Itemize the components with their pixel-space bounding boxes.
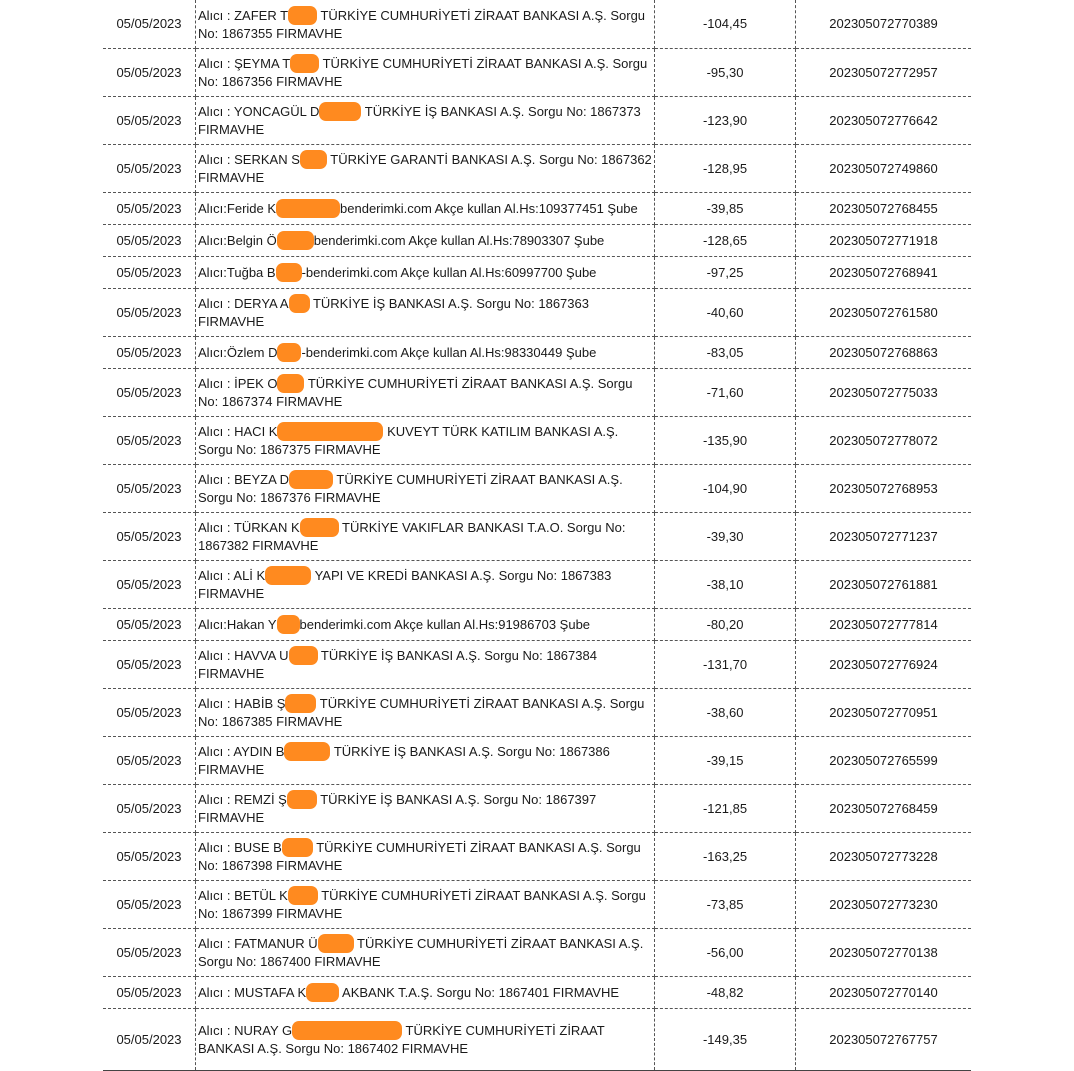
description-text-rest: TÜRKİYE İŞ BANKASI A.Ş. Sorgu No: 1867397 FIRMAVHE (198, 792, 597, 825)
description-text-rest: TÜRKİYE İŞ BANKASI A.Ş. Sorgu No: 1867386 FIRMAVHE (198, 744, 610, 777)
date-cell: 05/05/2023 (103, 144, 196, 192)
description-text: Alıcı : SERKAN S (198, 152, 300, 167)
amount-cell: -135,90 (655, 416, 796, 464)
date-cell: 05/05/2023 (103, 192, 196, 224)
table-row (103, 0, 971, 48)
amount-cell: -39,15 (655, 736, 796, 784)
amount-cell: -56,00 (655, 928, 796, 976)
description-cell (196, 560, 655, 608)
table-row (103, 224, 971, 256)
description-cell (196, 368, 655, 416)
redaction-mark (282, 838, 313, 857)
date-cell: 05/05/2023 (103, 368, 196, 416)
description-text-rest: AKBANK T.A.Ş. Sorgu No: 1867401 FIRMAVHE (339, 984, 619, 1000)
table-row (103, 560, 971, 608)
redaction-mark (289, 646, 318, 665)
description-text: Alıcı:Özlem D (198, 344, 278, 360)
amount-cell: -121,85 (655, 784, 796, 832)
description-cell (196, 736, 655, 784)
reference-cell: 202305072772957 (796, 48, 972, 96)
description-cell (196, 688, 655, 736)
reference-cell: 202305072775033 (796, 368, 972, 416)
date-cell: 05/05/2023 (103, 0, 196, 48)
description-cell (196, 48, 655, 96)
date-cell: 05/05/2023 (103, 512, 196, 560)
date-cell: 05/05/2023 (103, 880, 196, 928)
description-text: Alıcı:Feride K (198, 200, 277, 216)
description-text: Alıcı : HACI K (198, 424, 278, 439)
redaction-mark (290, 54, 319, 73)
date-cell: 05/05/2023 (103, 560, 196, 608)
reference-cell: 202305072770138 (796, 928, 972, 976)
description-text-rest: TÜRKİYE İŞ BANKASI A.Ş. Sorgu No: 1867373 FIRMAVHE (198, 104, 641, 137)
amount-cell: -39,30 (655, 512, 796, 560)
table-row (103, 512, 971, 560)
table-row (103, 976, 971, 1008)
description-cell (196, 784, 655, 832)
date-cell: 05/05/2023 (103, 784, 196, 832)
reference-cell: 202305072773230 (796, 880, 972, 928)
table-row (103, 336, 971, 368)
table-row (103, 608, 971, 640)
description-text-rest: TÜRKİYE İŞ BANKASI A.Ş. Sorgu No: 1867363 FIRMAVHE (198, 296, 589, 329)
date-cell: 05/05/2023 (103, 48, 196, 96)
description-text-rest: TÜRKİYE CUMHURİYETİ ZİRAAT BANKASI A.Ş. Sorgu No: 1867398 FIRMAVHE (198, 840, 641, 873)
amount-cell: -40,60 (655, 288, 796, 336)
redaction-mark (276, 199, 340, 218)
transaction-table (103, 0, 971, 1071)
redaction-mark (277, 422, 383, 441)
description-text-rest: TÜRKİYE CUMHURİYETİ ZİRAAT BANKASI A.Ş. Sorgu No: 1867374 FIRMAVHE (198, 376, 633, 409)
table-row (103, 880, 971, 928)
amount-cell: -104,90 (655, 464, 796, 512)
description-text-rest: TÜRKİYE GARANTİ BANKASI A.Ş. Sorgu No: 1867362 FIRMAVHE (198, 152, 652, 185)
description-cell (196, 224, 655, 256)
description-text: Alıcı : MUSTAFA K (198, 984, 307, 1000)
date-cell: 05/05/2023 (103, 1008, 196, 1070)
date-cell: 05/05/2023 (103, 688, 196, 736)
description-text-rest: TÜRKİYE CUMHURİYETİ ZİRAAT BANKASI A.Ş. Sorgu No: 1867355 FIRMAVHE (198, 7, 646, 41)
reference-cell: 202305072770389 (796, 0, 972, 48)
redaction-mark (277, 374, 304, 393)
redaction-mark (300, 518, 339, 537)
reference-cell: 202305072776924 (796, 640, 972, 688)
date-cell: 05/05/2023 (103, 832, 196, 880)
reference-cell: 202305072771918 (796, 224, 972, 256)
description-cell (196, 288, 655, 336)
description-text: Alıcı : NURAY G (198, 1023, 293, 1038)
description-cell (196, 880, 655, 928)
amount-cell: -38,60 (655, 688, 796, 736)
amount-cell: -131,70 (655, 640, 796, 688)
reference-cell: 202305072776642 (796, 96, 972, 144)
description-text: Alıcı : BUSE B (198, 840, 282, 855)
description-text: Alıcı : DERYA A (198, 296, 289, 311)
amount-cell: -149,35 (655, 1008, 796, 1070)
reference-cell: 202305072749860 (796, 144, 972, 192)
redaction-mark (289, 294, 310, 313)
redaction-mark (284, 742, 330, 761)
reference-cell: 202305072770951 (796, 688, 972, 736)
reference-cell: 202305072771237 (796, 512, 972, 560)
amount-cell: -48,82 (655, 976, 796, 1008)
table-row (103, 464, 971, 512)
description-text-rest: benderimki.com Akçe kullan Al.Hs:91986703 Şube (299, 616, 591, 632)
description-cell (196, 0, 655, 48)
amount-cell: -128,65 (655, 224, 796, 256)
redaction-mark (265, 566, 311, 585)
description-text: Alıcı : BETÜL K (198, 888, 288, 903)
reference-cell: 202305072768459 (796, 784, 972, 832)
description-text: Alıcı : AYDIN B (198, 744, 285, 759)
description-cell (196, 976, 655, 1008)
reference-cell: 202305072777814 (796, 608, 972, 640)
redaction-mark (276, 263, 302, 282)
redaction-mark (277, 231, 314, 250)
reference-cell: 202305072773228 (796, 832, 972, 880)
date-cell: 05/05/2023 (103, 464, 196, 512)
date-cell: 05/05/2023 (103, 976, 196, 1008)
description-cell (196, 640, 655, 688)
redaction-mark (277, 343, 301, 362)
table-row (103, 736, 971, 784)
description-text: Alıcı : REMZİ Ş (198, 792, 287, 807)
amount-cell: -73,85 (655, 880, 796, 928)
table-row (103, 368, 971, 416)
description-cell (196, 464, 655, 512)
amount-cell: -97,25 (655, 256, 796, 288)
date-cell: 05/05/2023 (103, 928, 196, 976)
description-text: Alıcı : FATMANUR Ü (198, 936, 318, 951)
amount-cell: -83,05 (655, 336, 796, 368)
amount-cell: -104,45 (655, 0, 796, 48)
description-cell (196, 192, 655, 224)
description-text: Alıcı:Hakan Y (198, 616, 277, 632)
date-cell: 05/05/2023 (103, 336, 196, 368)
description-text-rest: -benderimki.com Akçe kullan Al.Hs:98330449 Şube (301, 344, 597, 360)
description-text-rest: TÜRKİYE İŞ BANKASI A.Ş. Sorgu No: 1867384 FIRMAVHE (198, 648, 597, 681)
description-text: Alıcı : YONCAGÜL D (198, 104, 320, 119)
redaction-mark (318, 934, 354, 953)
amount-cell: -123,90 (655, 96, 796, 144)
description-text: Alıcı:Tuğba B (198, 264, 276, 280)
amount-cell: -39,85 (655, 192, 796, 224)
description-text: Alıcı:Belgin Ö (198, 232, 277, 248)
description-text-rest: TÜRKİYE CUMHURİYETİ ZİRAAT BANKASI A.Ş. Sorgu No: 1867376 FIRMAVHE (198, 472, 623, 505)
reference-cell: 202305072768455 (796, 192, 972, 224)
description-text-rest: TÜRKİYE CUMHURİYETİ ZİRAAT BANKASI A.Ş. Sorgu No: 1867356 FIRMAVHE (198, 56, 648, 89)
description-cell (196, 256, 655, 288)
redaction-mark (306, 983, 339, 1002)
description-text-rest: TÜRKİYE CUMHURİYETİ ZİRAAT BANKASI A.Ş. Sorgu No: 1867400 FIRMAVHE (198, 936, 644, 969)
redaction-mark (292, 1021, 402, 1040)
date-cell: 05/05/2023 (103, 736, 196, 784)
amount-cell: -128,95 (655, 144, 796, 192)
table-row (103, 48, 971, 96)
redaction-mark (285, 694, 316, 713)
redaction-mark (288, 6, 317, 25)
description-text-rest: -benderimki.com Akçe kullan Al.Hs:60997700 Şube (301, 264, 597, 280)
redaction-mark (288, 886, 318, 905)
description-text: Alıcı : HABİB Ş (198, 696, 286, 711)
description-text-rest: TÜRKİYE CUMHURİYETİ ZİRAAT BANKASI A.Ş. Sorgu No: 1867402 FIRMAVHE (198, 1023, 605, 1056)
description-cell (196, 832, 655, 880)
date-cell: 05/05/2023 (103, 256, 196, 288)
redaction-mark (289, 470, 333, 489)
table-row (103, 416, 971, 464)
description-cell (196, 608, 655, 640)
reference-cell: 202305072768941 (796, 256, 972, 288)
table-row (103, 288, 971, 336)
redaction-mark (277, 615, 300, 634)
redaction-mark (300, 150, 327, 169)
description-cell (196, 512, 655, 560)
table-row (103, 144, 971, 192)
table-row (103, 192, 971, 224)
description-cell (196, 336, 655, 368)
amount-cell: -95,30 (655, 48, 796, 96)
description-text: Alıcı : İPEK O (198, 376, 278, 391)
description-text: Alıcı : ŞEYMA T (198, 56, 291, 71)
redaction-mark (319, 102, 361, 121)
description-text: Alıcı : BEYZA D (198, 472, 290, 487)
reference-cell: 202305072761881 (796, 560, 972, 608)
description-cell (196, 416, 655, 464)
table-row (103, 928, 971, 976)
description-text: Alıcı : ALİ K (198, 568, 266, 583)
date-cell: 05/05/2023 (103, 608, 196, 640)
description-text-rest: benderimki.com Akçe kullan Al.Hs:109377451 Şube (340, 200, 638, 216)
table-row (103, 688, 971, 736)
description-text-rest: TÜRKİYE CUMHURİYETİ ZİRAAT BANKASI A.Ş. Sorgu No: 1867399 FIRMAVHE (198, 888, 646, 921)
reference-cell: 202305072768863 (796, 336, 972, 368)
table-row (103, 96, 971, 144)
description-text-rest: TÜRKİYE CUMHURİYETİ ZİRAAT BANKASI A.Ş. Sorgu No: 1867385 FIRMAVHE (198, 696, 645, 729)
description-text-rest: TÜRKİYE VAKIFLAR BANKASI T.A.O. Sorgu No: 1867382 FIRMAVHE (198, 520, 626, 553)
description-text-rest: YAPI VE KREDİ BANKASI A.Ş. Sorgu No: 1867383 FIRMAVHE (198, 568, 612, 601)
description-text-rest: KUVEYT TÜRK KATILIM BANKASI A.Ş. Sorgu No: 1867375 FIRMAVHE (198, 424, 619, 457)
reference-cell: 202305072770140 (796, 976, 972, 1008)
date-cell: 05/05/2023 (103, 224, 196, 256)
reference-cell: 202305072765599 (796, 736, 972, 784)
table-row (103, 1008, 971, 1070)
description-text: Alıcı : ZAFER T (198, 7, 289, 23)
transaction-rows (103, 0, 971, 1070)
description-text-rest: benderimki.com Akçe kullan Al.Hs:78903307 Şube (313, 232, 605, 248)
amount-cell: -163,25 (655, 832, 796, 880)
reference-cell: 202305072761580 (796, 288, 972, 336)
reference-cell: 202305072767757 (796, 1008, 972, 1070)
amount-cell: -71,60 (655, 368, 796, 416)
amount-cell: -80,20 (655, 608, 796, 640)
amount-cell: -38,10 (655, 560, 796, 608)
reference-cell: 202305072768953 (796, 464, 972, 512)
date-cell: 05/05/2023 (103, 640, 196, 688)
redaction-mark (287, 790, 317, 809)
date-cell: 05/05/2023 (103, 96, 196, 144)
description-cell (196, 1008, 655, 1070)
description-cell (196, 144, 655, 192)
date-cell: 05/05/2023 (103, 416, 196, 464)
table-row (103, 256, 971, 288)
description-text: Alıcı : HAVVA U (198, 648, 289, 663)
table-row (103, 784, 971, 832)
table-row (103, 640, 971, 688)
description-cell (196, 928, 655, 976)
table-row (103, 832, 971, 880)
description-text: Alıcı : TÜRKAN K (198, 520, 300, 535)
date-cell: 05/05/2023 (103, 288, 196, 336)
reference-cell: 202305072778072 (796, 416, 972, 464)
description-cell (196, 96, 655, 144)
